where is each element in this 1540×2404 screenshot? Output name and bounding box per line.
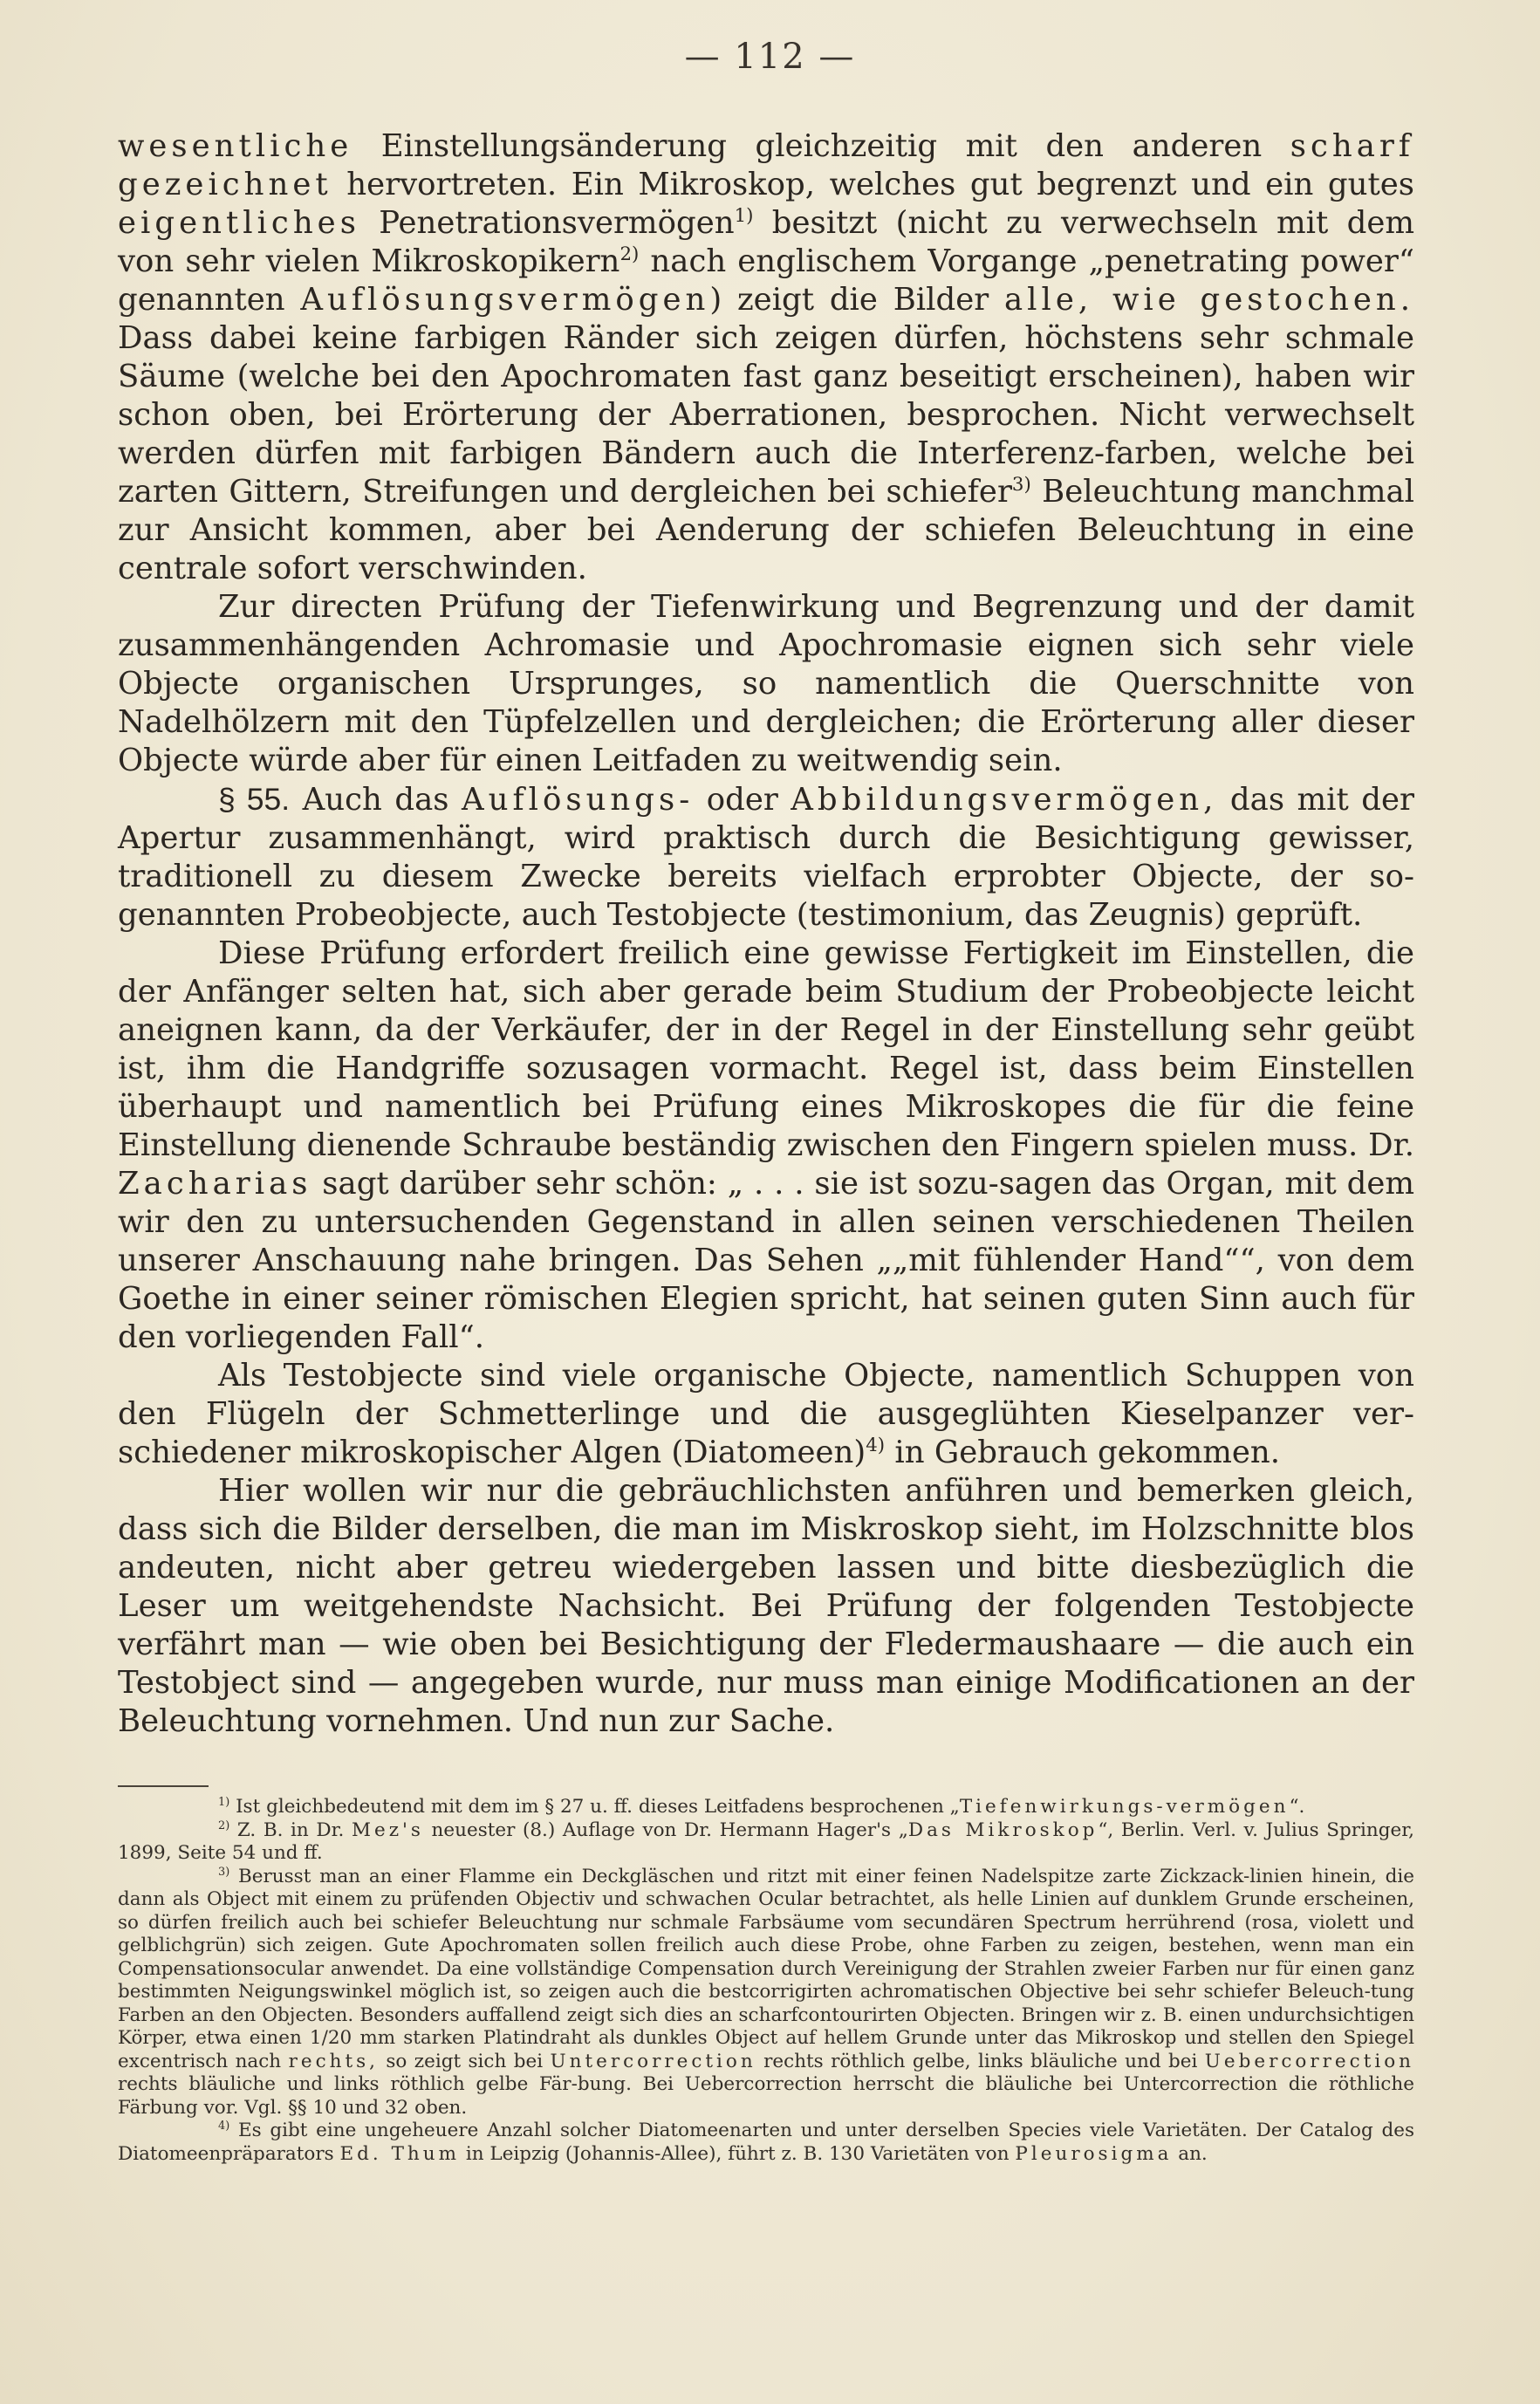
footnote-2 — [118, 1819, 1414, 1866]
text-run: Einstellungsänderung gleichzeitig mit den anderen — [352, 128, 1290, 164]
footnote-mark: 4) — [218, 2119, 230, 2133]
text-run: in Leipzig (Johannis-Allee), führt z. B. 130 Varietäten von — [460, 2142, 1016, 2165]
text-run: Es gibt eine ungeheuere Anzahl solcher Diatomeenarten und unter derselben Species viele Varietäten. Der Catalog des Diatomeenpräparators — [118, 2120, 1414, 2165]
fraction: 1/20 — [309, 2027, 352, 2049]
text-run: Als Testobjecte sind viele organische Objecte, namentlich Schuppen von den Flügeln der Schmetterlinge und die ausgeglühten Kieselpanzer ver-schiedener mikroskopischer Algen (Diatomeen) — [118, 1358, 1414, 1470]
text-run: sagt darüber sehr schön: „ . . . sie ist sozu-sagen das Organ, mit dem wir den zu untersuchenden Gegenstand in allen seinen verschiedenen Theilen unserer Anschauung nahe bringen. Das Sehen „„mit fühlender Hand““, von dem Goethe in einer seiner römischen Elegien spricht, hat seinen guten Sinn auch für den vorliegenden Fall“. — [118, 1166, 1414, 1355]
footnote-ref-3: 3) — [1011, 474, 1031, 497]
text-run: Auch das — [290, 782, 462, 818]
main-text — [118, 127, 1414, 1741]
text-run: “, Berlin. Verl. v. Julius Springer, 1899, Seite 54 und ff. — [118, 1818, 1414, 1864]
paragraph-6: Hier wollen wir nur die gebräuchlichsten anführen und bemerken gleich, dass sich die Bilder derselben, die man im Miskroskop sieht, im Holzschnitte blos andeuten, nicht aber getreu wiedergeben lassen und bitte diesbezüglich die Leser um weitgehendste Nachsicht. Bei Prüfung der folgenden Testobjecte verfährt man — wie oben bei Besichtigung der Fledermaushaare — die auch ein Testobject sind — angegeben wurde, nur muss man einige Modificationen an der Beleuchtung vornehmen. Und nun zur Sache. — [118, 1473, 1414, 1739]
text-run: ) zeigt die Bilder — [709, 282, 1004, 318]
paragraph-5 — [118, 1357, 1414, 1472]
spaced-text: Untercorrection — [550, 2050, 756, 2072]
spaced-text: Pleurosigma — [1015, 2142, 1173, 2165]
spaced-text: Abbildungsvermögen, — [791, 782, 1218, 818]
paragraph-2: Zur directen Prüfung der Tiefenwirkung und Begrenzung und der damit zusammenhängenden Achromasie und Apochromasie eignen sich sehr viele Objecte organischen Ursprunges, so namentlich die Querschnitte von Nadelhölzern mit den Tüpfelzellen und dergleichen; die Erörterung aller dieser Objecte würde aber für einen Leitfaden zu weitwendig sein. — [118, 589, 1414, 778]
spaced-text: Auflösungsvermögen — [300, 282, 710, 318]
spaced-text: eigentliches — [118, 205, 360, 241]
spaced-text: rechts, — [288, 2050, 379, 2072]
text-run: neuester (8.) Auflage von Dr. Hermann Hager's „ — [423, 1818, 908, 1841]
footnote-mark: 3) — [218, 1865, 230, 1879]
spaced-text: Tiefenwirkungs-vermögen — [959, 1796, 1290, 1818]
spaced-text: Uebercorrection — [1204, 2050, 1415, 2072]
footnote-ref-4: 4) — [866, 1435, 886, 1457]
text-run: Berusst man an einer Flamme ein Deckgläschen und ritzt mit einer feinen Nadelspitze zarte Zickzack-linien hinein, die dann als Object mit einem zu prüfenden Objectiv und schwachen Ocular betrachtet, als helle Linien auf dunklem Grunde erscheinen, so dürfen freilich auch bei schiefer Beleuchtung nur schmale Farbsäume vom secundären Spectrum herrührend (rosa, violett und gelblichgrün) sich zeigen. Gute Apochromaten sollen freilich auch diese Probe, ohne Farben zu zeigen, bestehen, wenn man ein Compensationsocular anwendet. Da eine vollständige Compensation durch Vereinigung der Strahlen zweier Farben nur für einen ganz bestimmten Neigungswinkel möglich ist, so zeigen auch die bestcorrigirten achromatischen Objective bei sehr schiefer Beleuch-tung Farben an den Objecten. Besonders auffallend zeigt sich dies an scharfcontourirten Objecten. Bringen wir z. B. einen undurchsichtigen Körper, etwa einen — [118, 1865, 1414, 2049]
spaced-text: alle, wie gestochen. — [1004, 282, 1414, 318]
text-run: besitzt (nicht zu verwechseln mit dem von sehr vielen Mikroskopikern — [118, 205, 1414, 279]
footnote-divider — [118, 1785, 209, 1787]
text-run: so zeigt sich bei — [378, 2050, 551, 2072]
footnote-ref-1: 1) — [734, 205, 754, 228]
footnote-1 — [118, 1796, 1414, 1819]
spaced-text: scharf gezeichnet — [118, 128, 1414, 202]
text-run: Beleuchtung manchmal zur Ansicht kommen, aber bei Aenderung der schiefen Beleuchtung in eine centrale sofort verschwinden. — [118, 474, 1414, 586]
text-run: hervortreten. Ein Mikroskop, welches gut begrenzt und ein gutes — [332, 167, 1414, 202]
spaced-text: Mez's — [351, 1818, 424, 1841]
page-number: — 112 — — [684, 37, 856, 77]
spaced-text: Auflösungs- — [461, 782, 695, 818]
spaced-text: Ed. Thum — [339, 2142, 461, 2165]
text-run: rechts röthlich gelbe, links bläuliche und bei — [756, 2050, 1205, 2072]
text-run: mm starken Platindraht als dunkles Object auf hellem Grunde unter das Mikroskop und stellen den Spiegel excentrisch nach — [118, 2027, 1414, 2072]
paragraph-1 — [118, 127, 1414, 588]
text-run: Penetrationsvermögen — [359, 205, 735, 241]
footnote-ref-2: 2) — [619, 243, 640, 266]
footnotes — [118, 1796, 1414, 2166]
text-run: an. — [1172, 2142, 1208, 2165]
text-run: in Gebrauch gekommen. — [885, 1435, 1281, 1470]
text-run: Diese Prüfung erfordert freilich eine gewisse Fertigkeit im Einstellen, die der Anfänger selten hat, sich aber gerade beim Studium der Probeobjecte leicht aneignen kann, da der Verkäufer, der in der Regel in der Einstellung sehr geübt ist, ihm die Handgriffe sozusagen vormacht. Regel ist, dass beim Einstellen überhaupt und namentlich bei Prüfung eines Mikroskopes die für die feine Einstellung dienende Schraube beständig zwischen den Fingern spielen muss. Dr. — [118, 935, 1414, 1163]
text-run: Ist gleichbedeutend mit dem im § 27 u. ff. dieses Leitfadens besprochenen „ — [229, 1796, 960, 1818]
spaced-text: Zacharias — [118, 1166, 312, 1202]
text-run: rechts bläuliche und links röthlich gelbe Fär-bung. Bei Uebercorrection herrscht die bläuliche bei Untercorrection die röthliche Färbung vor. Vgl. §§ 10 und 32 oben. — [118, 2073, 1414, 2119]
footnote-3 — [118, 1866, 1414, 2120]
text-run: oder — [694, 782, 791, 818]
spaced-text: wesentliche — [118, 128, 353, 164]
footnote-mark: 1) — [218, 1795, 230, 1809]
spaced-text: Das Mikroskop — [907, 1818, 1099, 1841]
paragraph-4 — [118, 935, 1414, 1357]
text-run: Z. B. in Dr. — [229, 1818, 352, 1841]
text-run: “. — [1289, 1796, 1305, 1818]
text-run: das mit der Apertur zusammenhängt, wird praktisch durch die Besichtigung gewisser, traditionell zu diesem Zwecke bereits vielfach erprobter Objecte, der so-genannten Probeobjecte, auch Testobjecte (testimonium, das Zeugnis) geprüft. — [118, 782, 1414, 933]
footnote-mark: 2) — [218, 1818, 230, 1832]
text-run: nach englischem Vorgange „penetrating power“ genannten — [118, 243, 1414, 318]
text-run: Dass dabei keine farbigen Ränder sich zeigen dürfen, höchstens sehr schmale Säume (welche bei den Apochromaten fast ganz beseitigt erscheinen), haben wir schon oben, bei Erörterung der Aberrationen, besprochen. Nicht verwechselt werden dürfen mit farbigen Bändern auch die Interferenz-farben, welche bei zarten Gittern, Streifungen und dergleichen bei schiefer — [118, 320, 1414, 510]
section-number: § 55. — [218, 782, 291, 817]
footnote-4 — [118, 2120, 1414, 2166]
paragraph-3-section-55 — [118, 780, 1414, 935]
